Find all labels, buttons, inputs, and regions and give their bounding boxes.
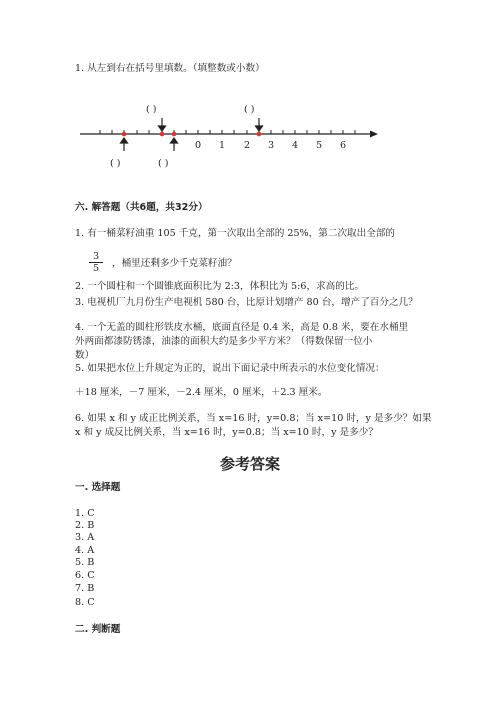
marker-point-3 <box>172 132 177 137</box>
marker-point-4 <box>257 132 262 137</box>
tick-label-5: 5 <box>316 140 323 151</box>
answer-item: 3. A <box>75 532 95 543</box>
number-line <box>0 0 500 200</box>
answer-item: 2. B <box>75 520 95 531</box>
fraction-denominator: 5 <box>89 262 103 274</box>
problem-1-line-1: 1. 有一桶菜籽油重 105 千克，第一次取出全部的 25%，第二次取出全部的 <box>75 228 396 239</box>
problem-3: 3. 电视机厂九月份生产电视机 580 台，比原计划增产 80 台，增产了百分之几？ <box>75 297 418 308</box>
answer-item: 8. C <box>75 597 95 608</box>
answer-blank-top-1: ( ) <box>146 104 157 115</box>
answer-blank-top-2: ( ) <box>244 104 255 115</box>
answers-title: 参考答案 <box>219 455 280 473</box>
answers-section-2: 二. 判断题 <box>75 624 121 635</box>
marker-point-2 <box>160 132 165 137</box>
fraction-numerator: 3 <box>92 251 100 262</box>
answer-item: 1. C <box>75 508 95 519</box>
answer-blank-bottom-1: ( ) <box>110 158 121 169</box>
tick-label-0: 0 <box>195 140 202 151</box>
question-1: 1. 从左到右在括号里填数。（填整数或小数） <box>75 63 265 74</box>
tick-label-1: 1 <box>219 140 226 151</box>
section-heading: 六. 解答题（共6题，共32分） <box>75 202 208 213</box>
problem-4-line-2: 外两面都漆防锈漆，油漆的面积大约是多少平方米？（得数保留一位小 <box>75 336 373 347</box>
tick-label-3: 3 <box>268 140 275 151</box>
problem-4-line-3: 数） <box>75 350 95 361</box>
tick-label-6: 6 <box>340 140 347 151</box>
problem-4-line-1: 4. 一个无盖的圆柱形铁皮水桶，底面直径是 0.4 米，高是 0.8 米，要在水桶里 <box>75 322 409 333</box>
problem-5: 5. 如果把水位上升规定为正的，说出下面记录中所表示的水位变化情况： <box>75 363 385 374</box>
problem-6-line-2: x 和 y 成反比例关系，当 x=16 时，y=0.8；当 x=10 时，y 是多少？ <box>75 427 378 438</box>
answer-blank-bottom-2: ( ) <box>158 158 169 169</box>
problem-6-line-1: 6. 如果 x 和 y 成正比例关系，当 x=16 时，y=0.8；当 x=10 时，y 是多少？如果 <box>75 413 432 424</box>
answer-item: 7. B <box>75 583 95 594</box>
marker-point-1 <box>122 132 127 137</box>
answers-section-1: 一. 选择题 <box>75 482 121 493</box>
fraction <box>89 251 103 274</box>
problem-5-data: ＋18 厘米，－7 厘米，－2.4 厘米，0 厘米，＋2.3 厘米。 <box>75 387 328 398</box>
problem-1-line-2: ，桶里还剩多少千克菜籽油？ <box>112 258 237 269</box>
answer-item: 6. C <box>75 570 95 581</box>
problem-2: 2. 一个圆柱和一个圆锥底面积比为 2:3，体积比为 5:6，求高的比。 <box>75 281 365 292</box>
answer-item: 4. A <box>75 545 95 556</box>
tick-label-4: 4 <box>292 140 299 151</box>
tick-label-2: 2 <box>244 140 251 151</box>
answer-item: 5. B <box>75 557 95 568</box>
